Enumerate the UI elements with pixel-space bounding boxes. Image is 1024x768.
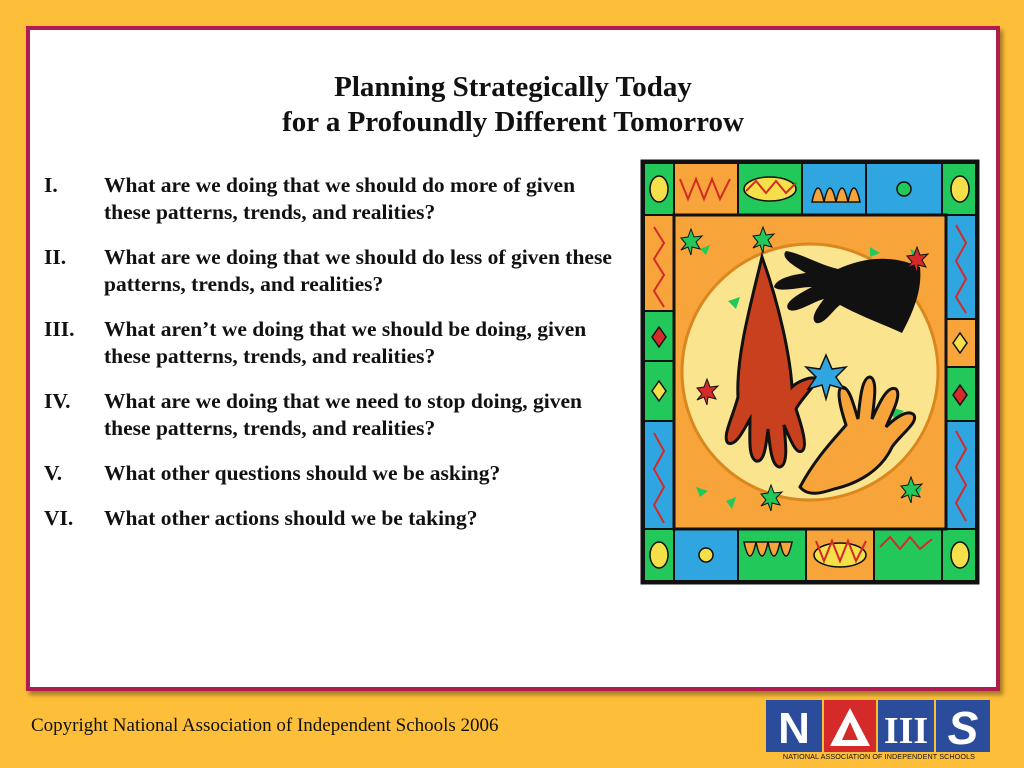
logo-letter-s: S — [947, 702, 979, 752]
question-item — [44, 460, 624, 487]
question-number: II. — [44, 245, 67, 269]
question-list — [44, 172, 624, 550]
question-number: VI. — [44, 506, 74, 530]
copyright-footer: Copyright National Association of Independent Schools 2006 — [31, 715, 499, 736]
slide-title — [30, 70, 996, 140]
question-item — [44, 172, 624, 226]
question-text: What aren’t we doing that we should be doing, given these patterns, trends, and realities? — [104, 317, 587, 368]
question-item — [44, 505, 624, 532]
question-text: What other actions should we be taking? — [104, 506, 478, 530]
question-number: V. — [44, 461, 63, 485]
logo-caption: NATIONAL ASSOCIATION OF INDEPENDENT SCHOOLS — [782, 752, 976, 761]
question-number: III. — [44, 317, 75, 341]
nais-logo-icon — [766, 700, 992, 752]
question-text: What are we doing that we should do less of given these patterns, trends, and realities? — [104, 245, 612, 296]
question-item — [44, 388, 624, 442]
question-text: What are we doing that we need to stop doing, given these patterns, trends, and realities? — [104, 389, 582, 440]
logo-letter-iii: III — [883, 710, 929, 752]
question-item — [44, 244, 624, 298]
question-text: What are we doing that we should do more of given these patterns, trends, and realities? — [104, 173, 576, 224]
question-text: What other questions should we be asking? — [104, 461, 501, 485]
title-line-1: Planning Strategically Today — [334, 71, 692, 103]
question-item — [44, 316, 624, 370]
question-number: IV. — [44, 389, 71, 413]
title-line-2: for a Profoundly Different Tomorrow — [282, 106, 744, 138]
question-number: I. — [44, 173, 58, 197]
hands-clipart-icon — [640, 157, 980, 585]
logo-letter-n: N — [778, 704, 810, 752]
